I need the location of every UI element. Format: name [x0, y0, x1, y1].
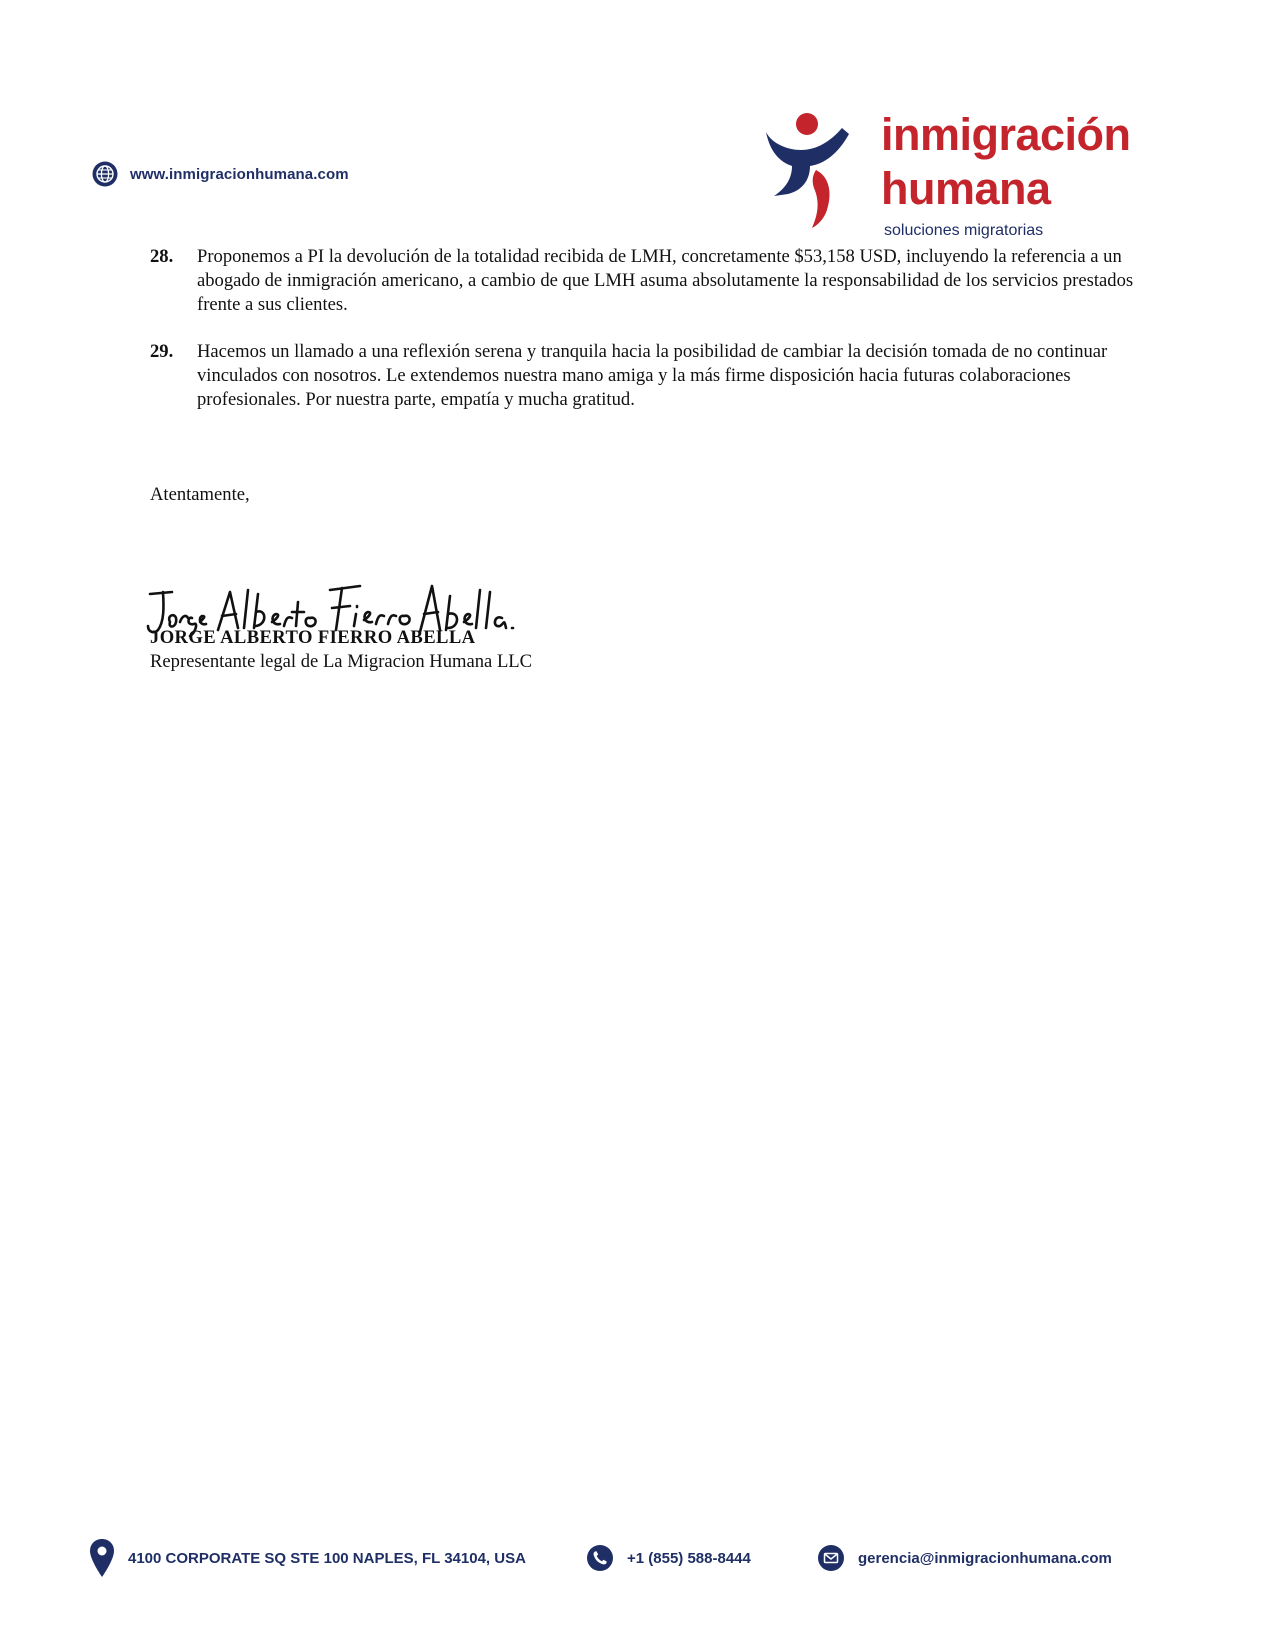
- item-text: Proponemos a PI la devolución de la totalidad recibida de LMH, concretamente $53,158 USD, incluyendo la referencia a un abogado de inmigración americano, a cambio de que LMH asuma absolutamente la responsabilidad de los servicios prestados frente a sus clientes.: [197, 246, 1134, 315]
- website-url[interactable]: www.inmigracionhumana.com: [130, 165, 349, 183]
- logo-text-line-2: humana: [881, 163, 1051, 214]
- signer-name: JORGE ALBERTO FIERRO ABELLA: [150, 627, 476, 648]
- mail-icon: [818, 1545, 844, 1571]
- header-website: [92, 161, 349, 187]
- signer-title: Representante legal de La Migracion Humana LLC: [150, 651, 533, 672]
- item-text: Hacemos un llamado a una reflexión serena y tranquila hacia la posibilidad de cambiar la decisión tomada de no continuar vinculados con nosotros. Le extendemos nuestra mano amiga y la más firme disposición hacia futuras colaboraciones profesionales. Por nuestra parte, empatía y mucha gratitud.: [197, 341, 1108, 410]
- item-number: 28.: [150, 246, 174, 267]
- globe-icon: [92, 161, 118, 187]
- company-logo: [766, 104, 1166, 244]
- phone-icon: [587, 1545, 613, 1571]
- item-number: 29.: [150, 341, 174, 362]
- phone-text[interactable]: +1 (855) 588-8444: [627, 1549, 751, 1567]
- address-text: 4100 CORPORATE SQ STE 100 NAPLES, FL 34104, USA: [128, 1549, 526, 1567]
- footer-address: [90, 1538, 526, 1578]
- list-item: [150, 245, 1135, 317]
- person-logo-icon: [766, 110, 858, 228]
- footer-contact-bar: [90, 1538, 1170, 1578]
- list-item: [150, 340, 1135, 412]
- logo-tagline: soluciones migratorias: [884, 222, 1044, 239]
- letter-body: [150, 245, 1135, 435]
- email-text[interactable]: gerencia@inmigracionhumana.com: [858, 1549, 1112, 1567]
- closing-salutation: Atentamente,: [150, 484, 250, 505]
- footer-phone: [587, 1538, 751, 1578]
- logo-text-line-1: inmigración: [881, 109, 1131, 160]
- location-pin-icon: [90, 1539, 114, 1577]
- footer-email: [818, 1538, 1112, 1578]
